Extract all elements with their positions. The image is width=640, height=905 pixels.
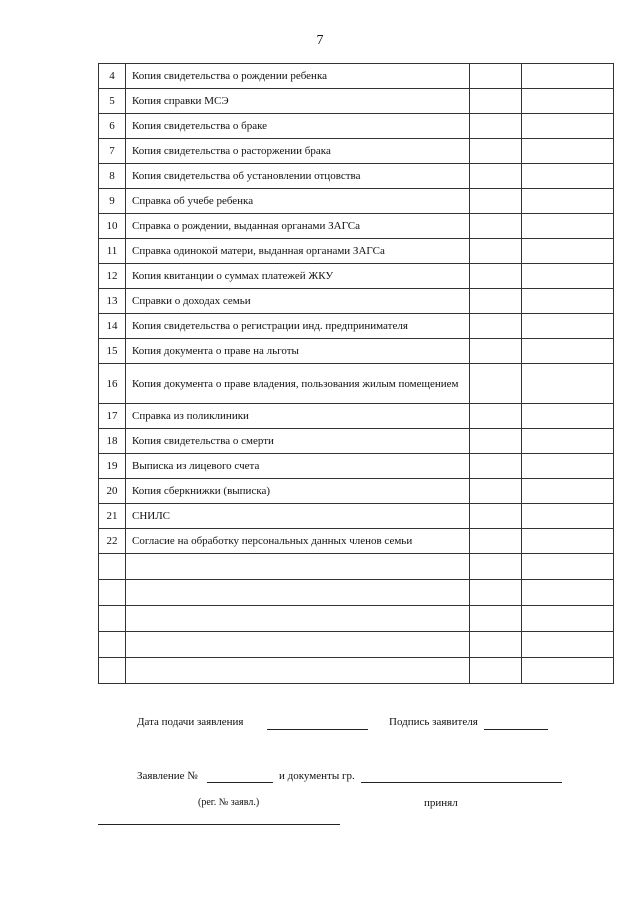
- table-row: [99, 504, 614, 529]
- table-row: [99, 214, 614, 239]
- table-row: [99, 189, 614, 214]
- check-cell: [470, 404, 522, 429]
- table-row: [99, 164, 614, 189]
- application-number-line[interactable]: [207, 782, 273, 783]
- document-name: Согласие на обработку персональных данных членов семьи: [126, 529, 470, 554]
- row-number: 21: [99, 504, 126, 529]
- row-number: 19: [99, 454, 126, 479]
- table-row: [99, 239, 614, 264]
- check-cell: [470, 64, 522, 89]
- row-number: 13: [99, 289, 126, 314]
- empty-row: [99, 632, 614, 658]
- check-cell: [470, 364, 522, 404]
- document-name: Копия справки МСЭ: [126, 89, 470, 114]
- check-cell: [470, 454, 522, 479]
- document-name: Копия свидетельства о смерти: [126, 429, 470, 454]
- applicant-name-line[interactable]: [361, 782, 562, 783]
- table-row: [99, 404, 614, 429]
- table-row: [99, 89, 614, 114]
- row-number: 5: [99, 89, 126, 114]
- row-number: 18: [99, 429, 126, 454]
- note-cell: [522, 164, 614, 189]
- note-cell: [522, 454, 614, 479]
- date-field-line[interactable]: [267, 729, 368, 730]
- check-cell: [470, 429, 522, 454]
- table-row: [99, 339, 614, 364]
- note-cell: [522, 504, 614, 529]
- check-cell: [470, 239, 522, 264]
- row-number: 22: [99, 529, 126, 554]
- row-number: 11: [99, 239, 126, 264]
- check-cell: [470, 529, 522, 554]
- table-row: [99, 114, 614, 139]
- row-number: 6: [99, 114, 126, 139]
- empty-row: [99, 606, 614, 632]
- document-name: Справка о рождении, выданная органами ЗАГСа: [126, 214, 470, 239]
- table-row: [99, 364, 614, 404]
- check-cell: [470, 289, 522, 314]
- note-cell: [522, 64, 614, 89]
- document-name: Копия свидетельства о регистрации инд. предпринимателя: [126, 314, 470, 339]
- note-cell: [522, 189, 614, 214]
- check-cell: [470, 89, 522, 114]
- table-row: [99, 264, 614, 289]
- row-number: 20: [99, 479, 126, 504]
- note-cell: [522, 114, 614, 139]
- note-cell: [522, 239, 614, 264]
- row-number: 16: [99, 364, 126, 404]
- empty-row: [99, 554, 614, 580]
- table-row: [99, 289, 614, 314]
- check-cell: [470, 139, 522, 164]
- document-name: Копия свидетельства об установлении отцовства: [126, 164, 470, 189]
- note-cell: [522, 339, 614, 364]
- document-name: Справка одинокой матери, выданная органами ЗАГСа: [126, 239, 470, 264]
- check-cell: [470, 504, 522, 529]
- signature-field-line[interactable]: [484, 729, 548, 730]
- note-cell: [522, 529, 614, 554]
- document-name: Копия документа о праве владения, пользования жилым помещением: [126, 364, 470, 404]
- accepted-by-line[interactable]: [98, 824, 340, 825]
- check-cell: [470, 314, 522, 339]
- check-cell: [470, 114, 522, 139]
- table-row: [99, 479, 614, 504]
- document-name: Справка из поликлиники: [126, 404, 470, 429]
- row-number: 15: [99, 339, 126, 364]
- check-cell: [470, 479, 522, 504]
- note-cell: [522, 289, 614, 314]
- check-cell: [470, 214, 522, 239]
- document-name: Копия документа о праве на льготы: [126, 339, 470, 364]
- row-number: 9: [99, 189, 126, 214]
- check-cell: [470, 339, 522, 364]
- check-cell: [470, 264, 522, 289]
- note-cell: [522, 364, 614, 404]
- note-cell: [522, 89, 614, 114]
- page-number: 7: [316, 33, 324, 48]
- document-name: Копия свидетельства о браке: [126, 114, 470, 139]
- document-name: Справки о доходах семьи: [126, 289, 470, 314]
- check-cell: [470, 189, 522, 214]
- empty-row: [99, 658, 614, 684]
- reg-number-label: (рег. № заявл.): [198, 797, 260, 808]
- row-number: 12: [99, 264, 126, 289]
- document-name: Копия квитанции о суммах платежей ЖКУ: [126, 264, 470, 289]
- table-row: [99, 314, 614, 339]
- row-number: 8: [99, 164, 126, 189]
- table-row: [99, 139, 614, 164]
- documents-table: [98, 63, 614, 684]
- note-cell: [522, 479, 614, 504]
- date-label: Дата подачи заявления: [137, 716, 244, 728]
- note-cell: [522, 139, 614, 164]
- note-cell: [522, 404, 614, 429]
- table-row: [99, 454, 614, 479]
- document-name: СНИЛС: [126, 504, 470, 529]
- row-number: 17: [99, 404, 126, 429]
- table-row: [99, 64, 614, 89]
- check-cell: [470, 164, 522, 189]
- application-label: Заявление №: [137, 770, 198, 782]
- table-row: [99, 429, 614, 454]
- note-cell: [522, 214, 614, 239]
- document-name: Копия свидетельства о рождении ребенка: [126, 64, 470, 89]
- document-name: Копия свидетельства о расторжении брака: [126, 139, 470, 164]
- note-cell: [522, 314, 614, 339]
- document-name: Выписка из лицевого счета: [126, 454, 470, 479]
- documents-label: и документы гр.: [279, 770, 355, 782]
- empty-row: [99, 580, 614, 606]
- row-number: 4: [99, 64, 126, 89]
- row-number: 14: [99, 314, 126, 339]
- row-number: 7: [99, 139, 126, 164]
- table-row: [99, 529, 614, 554]
- document-name: Справка об учебе ребенка: [126, 189, 470, 214]
- note-cell: [522, 429, 614, 454]
- document-name: Копия сберкнижки (выписка): [126, 479, 470, 504]
- signature-label: Подпись заявителя: [389, 716, 478, 728]
- note-cell: [522, 264, 614, 289]
- accepted-label: принял: [424, 797, 458, 809]
- row-number: 10: [99, 214, 126, 239]
